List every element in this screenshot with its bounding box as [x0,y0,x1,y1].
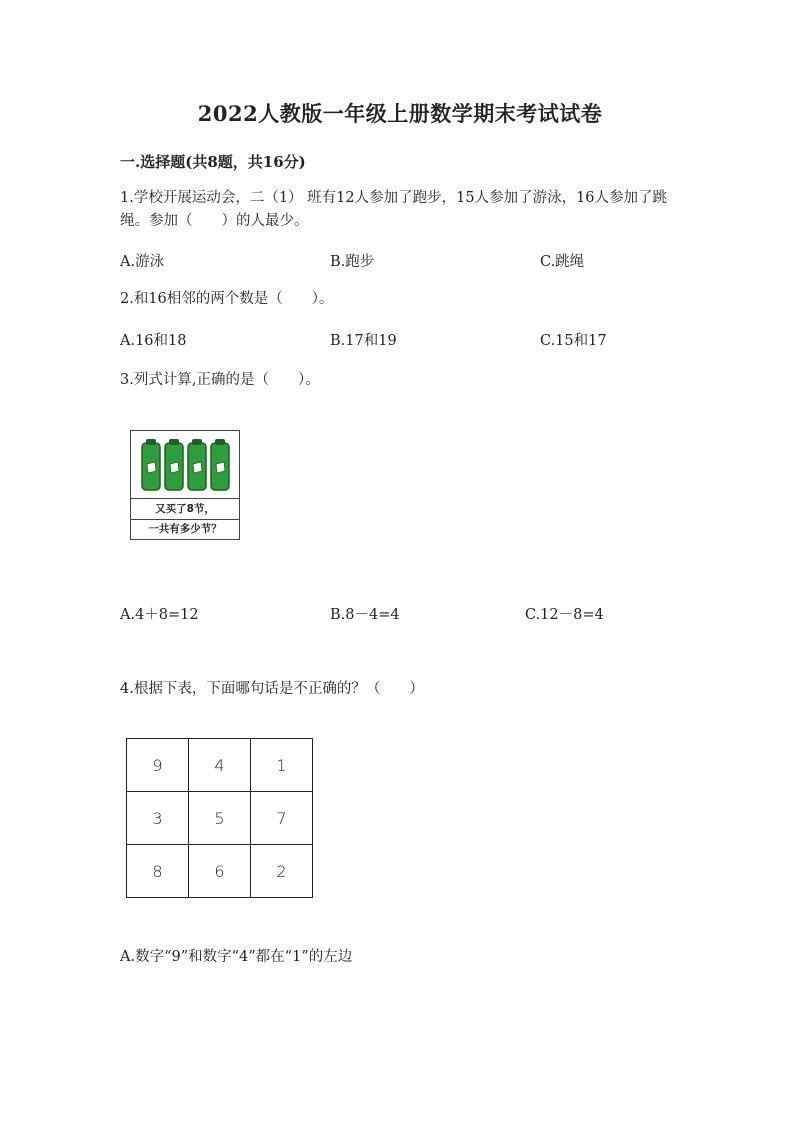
grid-cell: 4 [189,739,251,792]
grid-row [127,845,313,898]
grid-cell: 7 [251,792,313,845]
grid-cell: 8 [127,845,189,898]
question-3-text: 3.列式计算,正确的是（ ）。 [120,372,320,388]
battery-icon [188,439,206,490]
illustration-caption-2: 一共有多少节？ [148,523,222,535]
q1-option-a: A.游泳 [120,254,165,270]
grid-row [127,792,313,845]
question-1-text: 1.学校开展运动会，二（1） 班有12人参加了跑步，15人参加了游泳，16人参加了跳绳。参加（ ）的人最少。 [120,190,668,229]
question-2-text: 2.和16相邻的两个数是（ ）。 [120,291,334,307]
page-title: 2022人教版一年级上册数学期末考试试卷 [197,101,603,126]
q3-option-a: A.4＋8=12 [120,607,199,623]
q2-option-c: C.15和17 [540,333,607,349]
q2-option-b: B.17和19 [330,333,397,349]
question-4-text: 4.根据下表，下面哪句话是不正确的？（ ） [120,681,424,697]
q3-option-c: C.12－8=4 [525,607,604,623]
grid-cell: 3 [127,792,189,845]
grid-cell: 6 [189,845,251,898]
grid-cell: 2 [251,845,313,898]
battery-icon [211,439,229,490]
grid-cell: 9 [127,739,189,792]
q1-option-c: C.跳绳 [540,254,585,270]
illustration-caption-1: 又买了8节， [131,498,239,520]
q3-option-b: B.8－4=4 [330,607,400,623]
grid-cell: 5 [189,792,251,845]
battery-icon [165,439,183,490]
battery-illustration [130,430,240,540]
grid-cell: 1 [251,739,313,792]
q2-option-a: A.16和18 [120,333,187,349]
section-heading: 一.选择题(共8题，共16分) [120,153,306,171]
q1-option-b: B.跑步 [330,254,375,270]
number-grid [126,738,313,898]
battery-icon [142,439,160,490]
grid-row [127,739,313,792]
batteries-picture [131,431,239,497]
q4-option-a: A.数字“9”和数字“4”都在“1”的左边 [120,949,353,965]
